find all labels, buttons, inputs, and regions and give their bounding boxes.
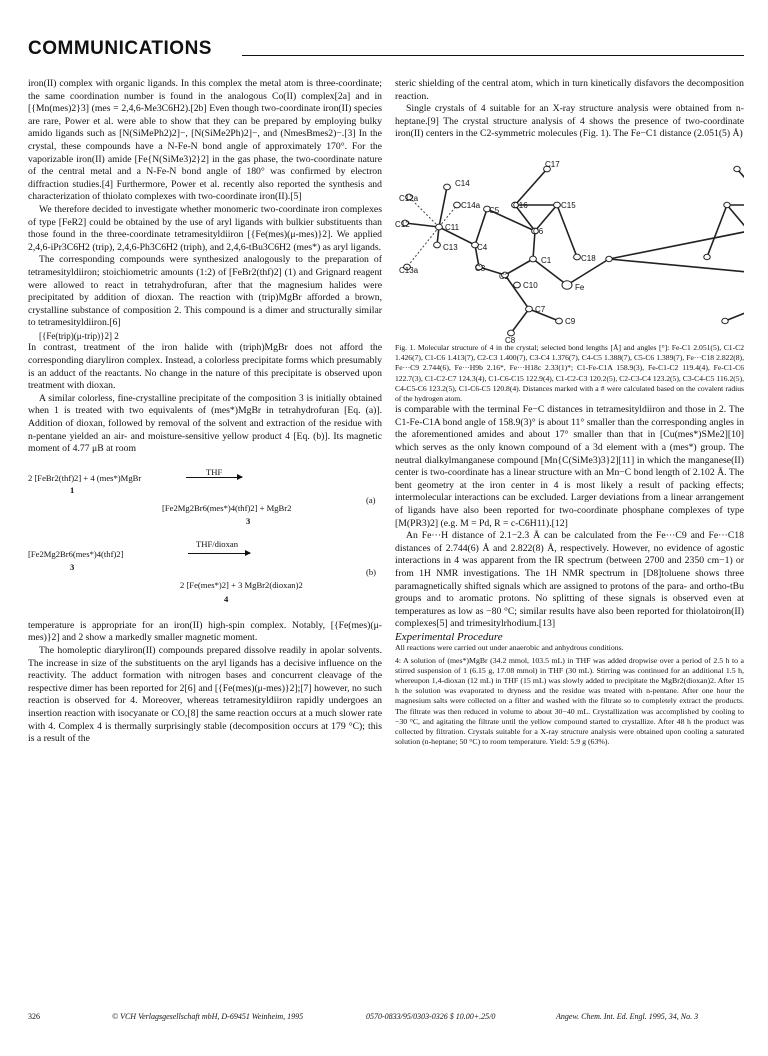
doi-code: 0570-0833/95/0303-0326 $ 10.00+.25/0 (366, 1012, 496, 1021)
atom-label: C4 (477, 242, 488, 252)
paragraph: In contrast, treatment of the iron halide with (triph)MgBr does not afford the corresponding diaryliron complex. Instead, a colorless precipitate forms which presumably is an adduct of the reactants. No change in the nature of this precipitate is observed upon treatment with dioxan. (28, 342, 382, 392)
molecular-structure-diagram (395, 147, 744, 343)
atom-label: C14a (461, 200, 481, 210)
paragraph: iron(II) complex with organic ligands. In this complex the metal atom is three-coordinate; the same coordination number is found in the analogous Co(II) complex[2a] and in [{Mn(mes)2}3] (mes = 2,4,6-Me3C6H2).[2b] Even though two-coordinate iron(II) species are rare, Power et al. were able to show that they can be prepared by employing bulky amido ligands such as [N(SiMePh2)2]−, [N(SiMe2Ph)2]−, and (NmesBmes2)−.[3] In the crystal, these compounds have a N-Fe-N bond angle of approximately 170°. For the vaporizable iron(II) amide [Fe{N(SiMe3)2}2] in the gas phase, the two-coordinate nature of the central metal and a N-Fe-N bond angle of 180° was confirmed by electron diffraction studies.[4] Furthermore, Power et al. recently also reported the synthesis and characterization of thiolato complexes with two-coordinate iron(II).[5] (28, 78, 382, 203)
bond (727, 205, 744, 231)
paragraph: steric shielding of the central atom, which in turn kinetically disfavors the decomposition reaction. (395, 78, 744, 102)
eq-b-compound-4: 4 (224, 593, 229, 604)
atom-label: C9 (565, 316, 576, 326)
experimental-paragraph: 4: A solution of (mes*)MgBr (34.2 mmol, 103.5 mL) in THF was added dropwise over a period of 2.5 h to a stirred suspension of 1 (6.15 g, 17.08 mmol) in THF (30 mL). Stirring was continued for an additional 1.5 h, whereupon 1,4-dioxan (12 mL) in THF (15 mL) was slowly added to precipitate the MgBr2(dioxan)2. After 15 h the solution was evaporated to dryness and the residue was treated with n-pentane. After one hour the magnesium salts were collected on a filter and washed with the filtrate so to completely extract the products. The filtrate was then reduced in volume to about 30−40 mL. Crystallization was accomplished by cooling to −30 °C, and agitating the filtrate until the yellow compound started to crystallize. After 48 h the product was collected by filtration. Crystals suitable for a X-ray structure analysis were obtained upon cooling a saturated solution (n-heptane; 50 °C) to room temperature. Yield: 5.9 g (63%). (395, 655, 744, 747)
atom (434, 242, 441, 248)
eq-b-label: (b) (366, 566, 377, 577)
bond (405, 223, 439, 227)
paragraph: A similar colorless, fine-crystalline precipitate of the composition 3 is initially obtained when 1 is treated with two equivalents of (mes*)MgBr in tetrahydrofuran [Eq. (a)]. Addition of dioxan, followed by removal of the solvent and extraction of the residue with n-pentane yielded an air- and moisture-sensitive yellow product 4 [Eq. (b)]. Its magnetic moment of 4.77 μB at room (28, 392, 382, 455)
publisher-line: © VCH Verlagsgesellschaft mbH, D-69451 Weinheim, 1995 (112, 1012, 304, 1021)
paragraph: We therefore decided to investigate whether monomeric two-coordinate iron complexes of type [FeR2] could be obtained by the use of aryl ligands with bulkier substituents than those found in the three-coordinate tetramesityldiiron [{Fe(mes)(μ-mes)}2]. We applied 2,4,6-iPr3C6H2 (trip), 2,4,6-Ph3C6H2 (triph), and 2,4,6-tBu3C6H2 (mes*) as aryl ligands. (28, 203, 382, 253)
eq-a-arrow (186, 477, 242, 478)
bond (737, 169, 744, 205)
atom-label: C1 (541, 255, 552, 265)
eq-a-condition: THF (206, 466, 223, 477)
atom-label: Fe (575, 282, 585, 292)
atom-label: C2 (499, 271, 510, 281)
paragraph: The homoleptic diaryliron(II) compounds prepared dissolve readily in apolar solvents. The increase in size of the substituents on the aryl ligands has a decisive influence on the reactivity. The adduct formation with nitrogen bases and concurrent cleavage of the respective dimer has been reported for 2[6] and [{Fe(mes)(μ-mes)}2];[7] however, no such reaction is observed for 4. Moreover, whereas tetramesityldiiron rapidly undergoes an insertion reaction with isocyanate or CO,[8] the same reaction occurs at a much slower rate with 4. Complex 4 is thermally surprisingly stable (decomposition occurs at 179 °C); this is a result of the (28, 645, 382, 745)
left-column (28, 78, 382, 746)
atom-label: C3 (475, 263, 486, 273)
atom (554, 202, 561, 208)
bond (511, 309, 529, 333)
eq-b-condition: THF/dioxan (196, 538, 239, 549)
atom-label: C16 (513, 200, 528, 210)
atom-label: C8 (505, 335, 516, 343)
atom-label: C17 (545, 159, 560, 169)
atom-label: C7 (535, 304, 546, 314)
atom-label: C15 (561, 200, 576, 210)
atom (722, 318, 728, 323)
bond (707, 205, 727, 257)
figure-caption: Fig. 1. Molecular structure of 4 in the crystal; selected bond lengths [Å] and angles [°]: Fe-C1 2.051(5), C1-C2 1.426(7), C1-C6 1.413(7), C2-C3 1.400(7), C3-C4 1.376(7), C4-C5 1.388(7), C5-C6 1.389(7), Fe···C18 2.822(8), Fe···C9 2.744(6), Fe···H9b 2.16*, Fe···H18c 2.33(1)*; C1-Fe-C1A 158.9(3), Fe-C1-C2 119.4(4), Fe-C1-C6 122.7(3), C1-C2-C7 124.3(4), C1-C6-C15 122.9(4), C1-C2-C3 120.2(5), C2-C3-C4 123.2(5), C3-C4-C5 116.2(5), C4-C5-C6 123.2(5), C1-C6-C5 120.8(4). Distances marked with a # were calculated based on the covalent radius of the hydrogen atom. (395, 342, 744, 403)
atom-label: C14 (455, 178, 470, 188)
bond (557, 205, 577, 257)
paragraph: is comparable with the terminal Fe−C distances in tetramesityldiiron and those in 2. The C1-Fe-C1A bond angle of 158.9(3)° is about 11° smaller than the corresponding angles in the aforementioned amides and about 17° smaller than that in [Cu(mes*)SMe2][10] which serves as the only known compound of a 3d element with a (mes*) group. The neutral dialkylmanganese compound [Mn{C(SiMe3)3}2][11] in which the manganese(II) center is two-coordinate has a linear structure with an Mn−C bond length of 2.102 Å. The bent geometry at the iron center in 4 is most likely a result of packing effects; intermolecular interactions can be excluded. Larger deviations from a linear arrangement of ligands have also been reported for two-coordinate phosphane complexes of type [M(PR3)2] (e.g. M = Pd, R = c-C6H11).[12] (395, 404, 744, 529)
bond (439, 187, 447, 227)
eq-a-compound-3: 3 (246, 515, 251, 526)
reaction-scheme (28, 466, 382, 612)
journal-citation: Angew. Chem. Int. Ed. Engl. 1995, 34, No. 3 (556, 1012, 699, 1021)
atom-label: C13 (443, 242, 458, 252)
atom-label: C13a (399, 265, 419, 275)
eq-a-label: (a) (366, 494, 376, 505)
atom (436, 224, 443, 230)
atom-label: C12 (395, 219, 410, 229)
atom (574, 254, 581, 260)
figure-1 (395, 147, 744, 343)
page-number: 326 (28, 1012, 40, 1021)
experimental-paragraph: All reactions were carried out under anaerobic and anhydrous conditions. (395, 643, 624, 653)
paragraph: temperature is appropriate for an iron(II) high-spin complex. Notably, [{Fe(mes)(μ-mes)}2] and 2 show a markedly smaller magnetic moment. (28, 619, 382, 644)
atom (514, 282, 521, 288)
atom-label: C5 (489, 205, 500, 215)
eq-b-products: 2 [Fe(mes*)2] + 3 MgBr2(dioxan)2 (180, 579, 303, 590)
section-title: COMMUNICATIONS (28, 38, 212, 59)
atom-label: C6 (533, 226, 544, 236)
atom (724, 202, 730, 207)
eq-a-compound-1: 1 (70, 484, 75, 495)
bond (475, 209, 487, 245)
atom (606, 256, 612, 261)
eq-b-arrow (188, 553, 250, 554)
atom (526, 306, 533, 312)
atom (444, 184, 451, 190)
eq-a-reactants: 2 [FeBr2(thf)2] + 4 (mes*)MgBr (28, 472, 142, 483)
compound-formula: [{Fe(trip)(μ-trip)}2] 2 (39, 330, 119, 341)
paragraph: An Fe···H distance of 2.1−2.3 Å can be calculated from the Fe···C9 and Fe···C18 distances of 2.744(6) Å and 2.822(8) Å, respectively. However, no evidence of agostic interactions in 4 was apparent from the IR spectrum (between 2700 and 2350 cm−1) or from 1H NMR investigations. The 1H NMR spectrum in [D8]toluene shows three paramagnetically shifted signals which are assigned to protons of the para- and ortho-tBu groups and to aromatic protons. No splitting of these signals is observed even at temperatures as low as −80 °C; similar results have also been reported for thiolatoiron(II) complexes[5] and trimesitylrhodium.[13] (395, 530, 744, 630)
atom (704, 254, 710, 259)
atom (556, 318, 563, 324)
bond (609, 231, 744, 259)
bond (515, 169, 547, 205)
paragraph: Single crystals of 4 suitable for an X-ray structure analysis were obtained from n-heptane.[9] The crystal structure analysis of 4 shows the presence of two-coordinate iron(II) centers in the C2-symmetric molecules (Fig. 1). The Fe−C1 distance (2.051(5) Å) (395, 103, 744, 140)
atom (734, 166, 740, 171)
atom (454, 202, 461, 208)
iron-atom (562, 281, 572, 290)
bond (609, 259, 744, 275)
eq-b-compound-3: 3 (70, 561, 75, 572)
atom (530, 256, 537, 262)
paragraph: The corresponding compounds were synthesized analogously to the preparation of tetramesityldiiron; stoichiometric amounts (1:2) of [FeBr2(thf)2] (1) and Grignard reagent were allowed to react in tetrahydrofuran, after that the magnesium halides were precipitated by addition of dioxan. The reaction with (trip)MgBr afforded a brown, crystalline substance of composition 2. This compound is a dimer and structurally similar to tetramesityldiiron.[6] (28, 254, 382, 329)
atom-label: C18 (581, 253, 596, 263)
eq-a-products: [Fe2Mg2Br6(mes*)4(thf)2] + MgBr2 (162, 502, 292, 513)
experimental-heading: Experimental Procedure (395, 630, 503, 643)
atom-label: C12a (399, 193, 419, 203)
header-rule (242, 55, 744, 56)
atom-label: C10 (523, 280, 538, 290)
page-header (28, 38, 744, 62)
eq-b-reactant: [Fe2Mg2Br6(mes*)4(thf)2] (28, 548, 124, 559)
right-column (395, 78, 744, 748)
atom-label: C11 (445, 222, 460, 232)
